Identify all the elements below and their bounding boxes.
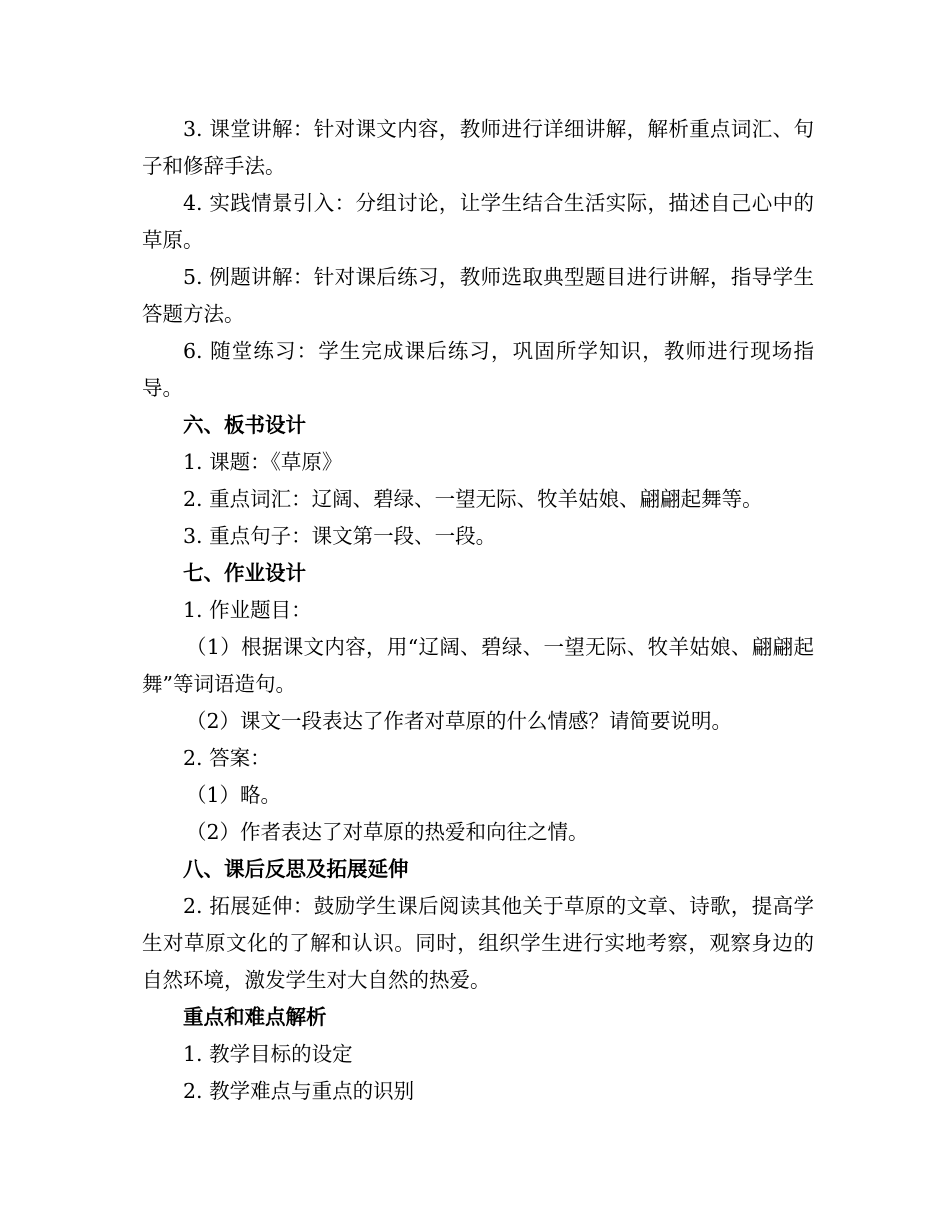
paragraph-homework-questions: 1. 作业题目： (183, 598, 312, 622)
document-body (142, 111, 814, 1110)
paragraph-difficulties-identification: 2. 教学难点与重点的识别 (183, 1079, 415, 1103)
paragraph-practice-scenario: 4. 实践情景引入：分组讨论，让学生结合生活实际，描述自己心中的草原。 (142, 191, 814, 252)
paragraph-teaching-goals: 1. 教学目标的设定 (183, 1042, 353, 1066)
section-heading-board-design: 六、板书设计 (183, 413, 306, 437)
paragraph-extension: 2. 拓展延伸：鼓励学生课后阅读其他关于草原的文章、诗歌，提高学生对草原文化的了解和认识。同时，组织学生进行实地考察，观察身边的自然环境，激发学生对大自然的热爱。 (142, 894, 814, 992)
section-heading-homework-design: 七、作业设计 (183, 561, 306, 585)
paragraph-key-vocabulary: 2. 重点词汇：辽阔、碧绿、一望无际、牧羊姑娘、翩翩起舞等。 (183, 487, 763, 511)
paragraph-lecture: 3. 课堂讲解：针对课文内容，教师进行详细讲解，解析重点词汇、句子和修辞手法。 (142, 117, 814, 178)
paragraph-answers: 2. 答案： (183, 746, 271, 770)
paragraph-in-class-exercise: 6. 随堂练习：学生完成课后练习，巩固所学知识，教师进行现场指导。 (142, 339, 814, 400)
homework-question-1: （1）根据课文内容，用“辽阔、碧绿、一望无际、牧羊姑娘、翩翩起舞”等词语造句。 (142, 635, 814, 696)
paragraph-lesson-title: 1. 课题：《草原》 (183, 450, 343, 474)
paragraph-key-sentences: 3. 重点句子：课文第一段、一段。 (183, 524, 497, 548)
homework-question-2: （2）课文一段表达了作者对草原的什么情感？请简要说明。 (186, 709, 733, 733)
section-heading-reflection-extension: 八、课后反思及拓展延伸 (183, 857, 409, 881)
answer-1: （1）略。 (186, 783, 282, 807)
paragraph-example-explanation: 5. 例题讲解：针对课后练习，教师选取典型题目进行讲解，指导学生答题方法。 (142, 265, 814, 326)
answer-2: （2）作者表达了对草原的热爱和向往之情。 (186, 820, 589, 844)
section-heading-key-difficult-points: 重点和难点解析 (183, 1005, 327, 1029)
